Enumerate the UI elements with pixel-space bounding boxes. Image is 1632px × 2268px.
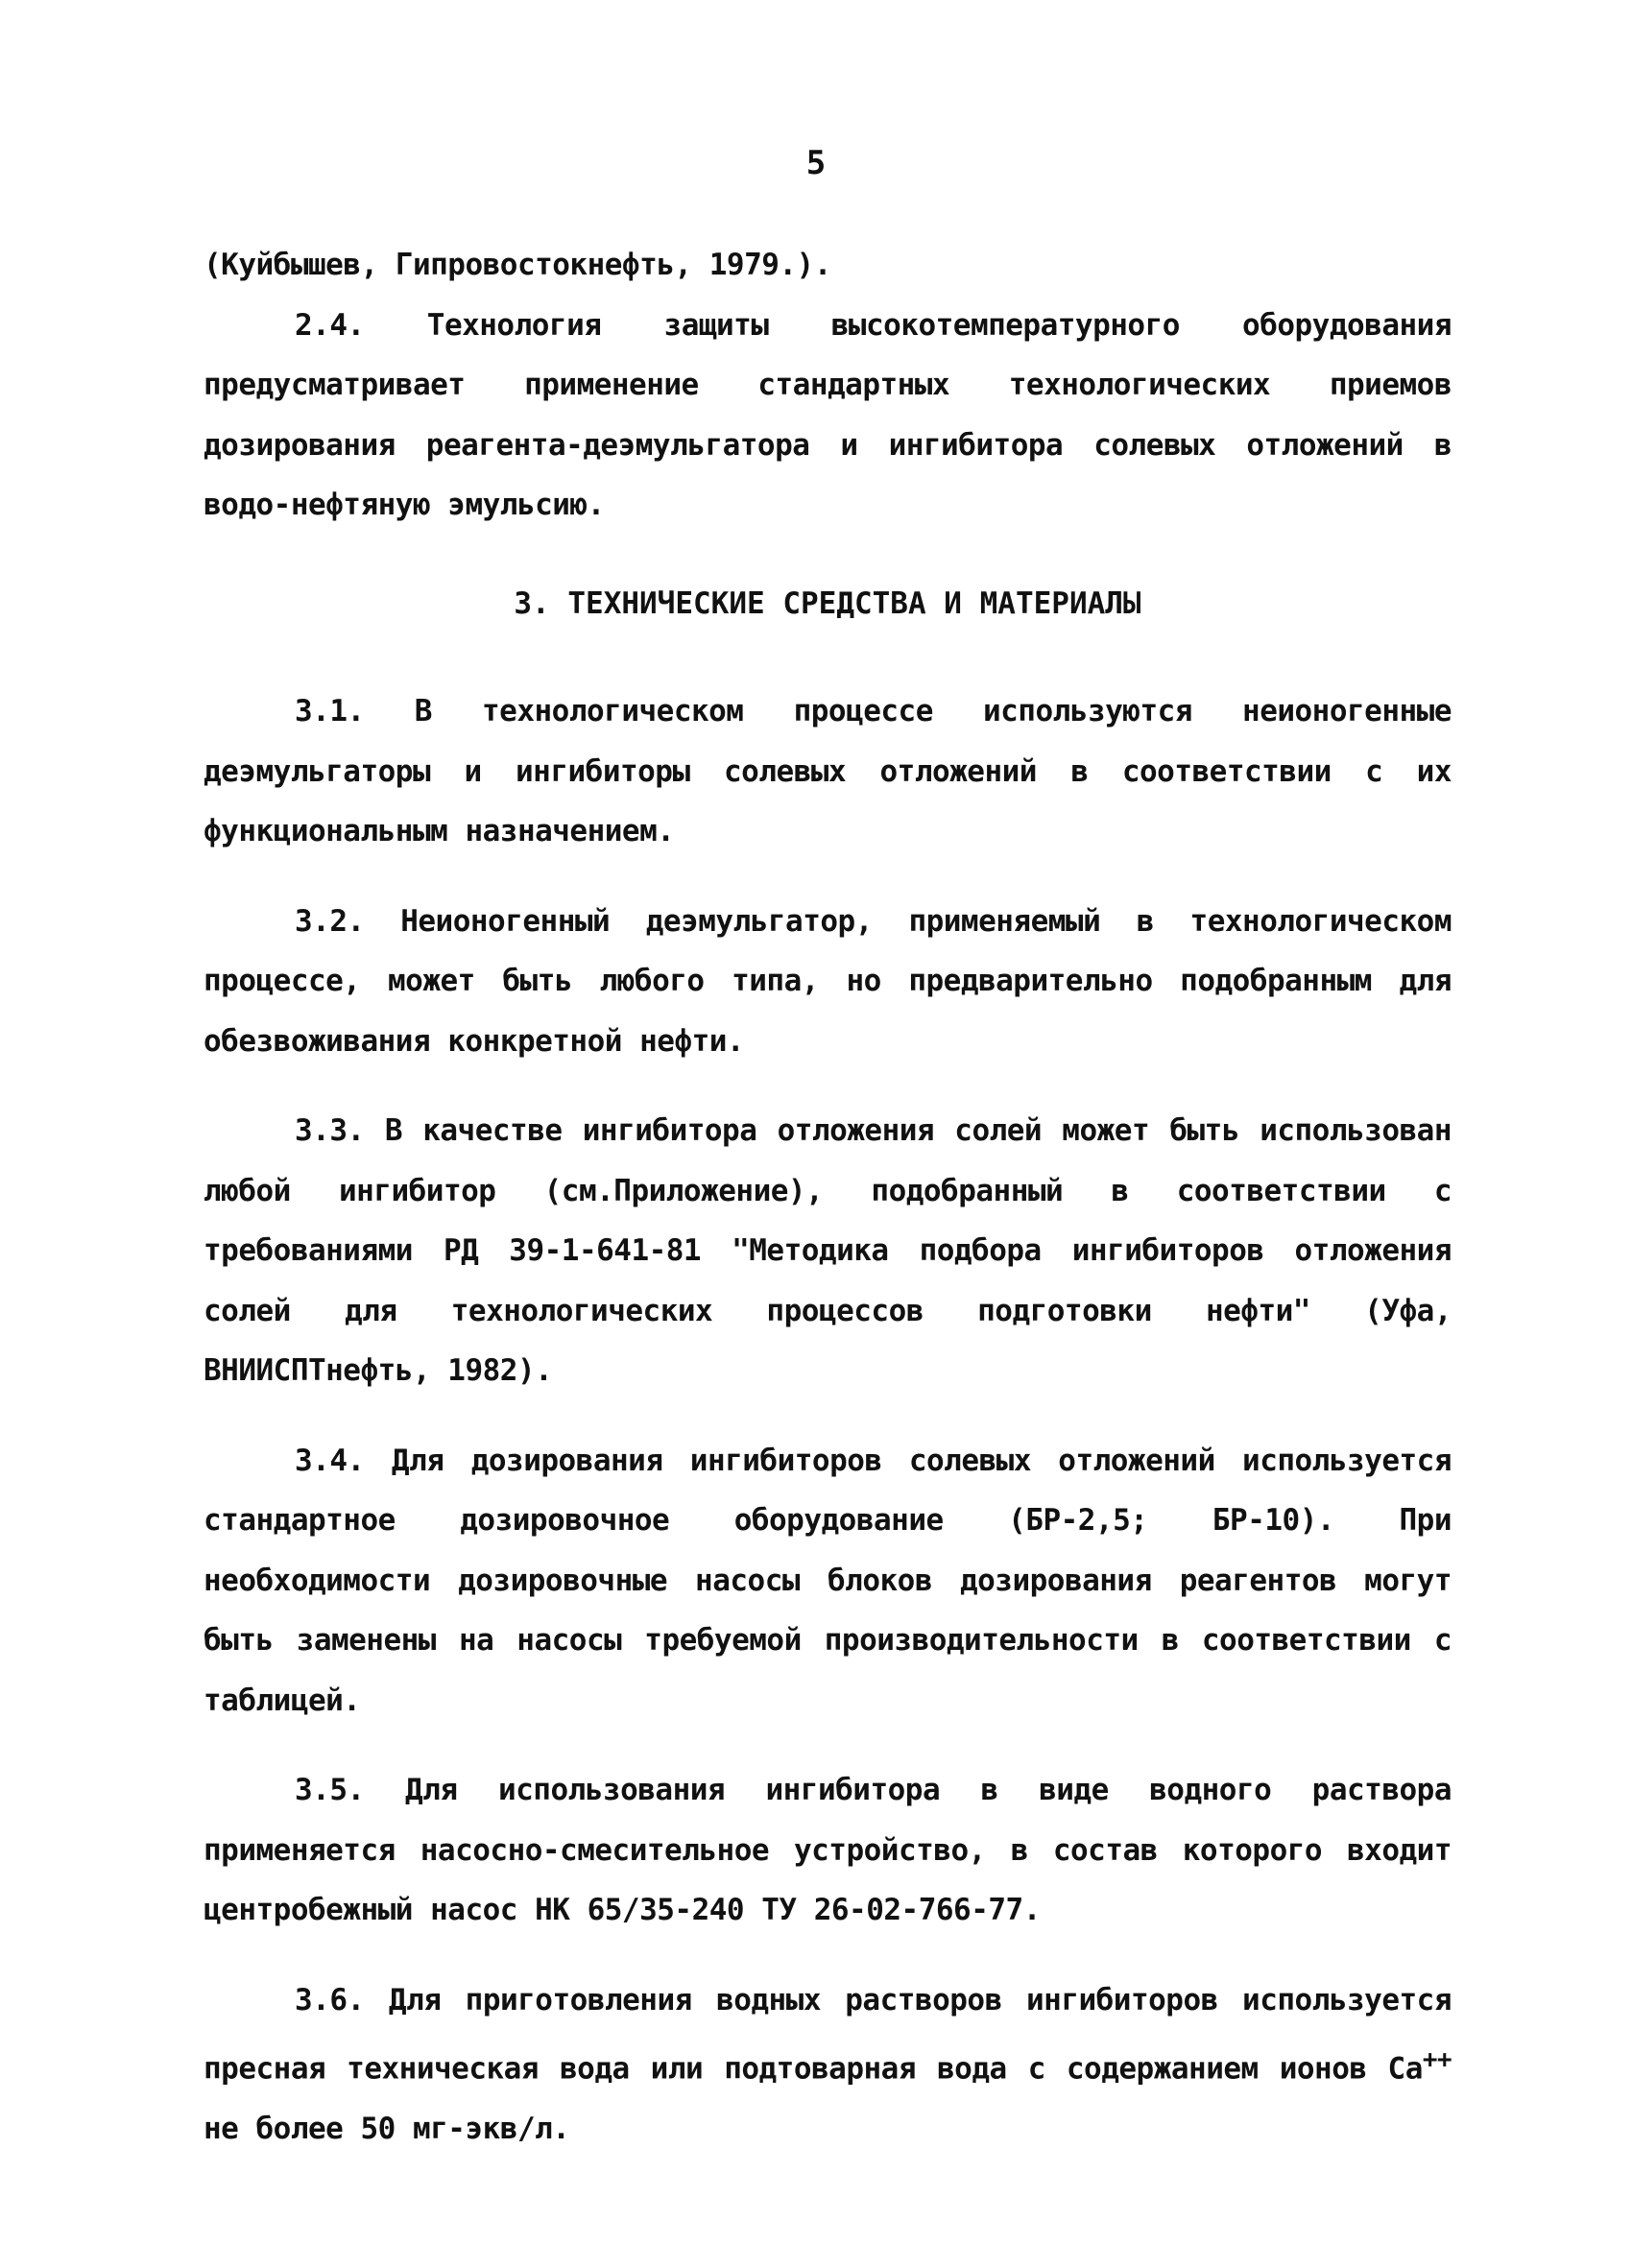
paragraph-2-4: 2.4. Технология защиты высокотемпературного оборудования предусматривает применение стандартных технологических приемов дозирования реагента-деэмульгатора и ингибитора солевых отложений в водо-нефтяную эмульсию. bbox=[204, 307, 1452, 522]
paragraph-3-2: 3.2. Неионогенный деэмульгатор, применяемый в технологическом процессе, может быть любого типа, но предварительно подобранным для обезвоживания конкретной нефти. bbox=[204, 903, 1452, 1059]
paragraph-3-4: 3.4. Для дозирования ингибиторов солевых отложений используется стандартное дозировочное оборудование (БР-2,5; БР-10). При необходимости дозировочные насосы блоков дозирования реагентов могут быть заменены на насосы требуемой производительности в соответствии с таблицей. bbox=[204, 1443, 1452, 1718]
paragraph-3-1: 3.1. В технологическом процессе используются неионогенные деэмульгаторы и ингибиторы солевых отложений в соответствии с их функциональным назначением. bbox=[204, 694, 1452, 848]
paragraph-3-6 bbox=[204, 1970, 1452, 2160]
paragraph-3-6-tail: не более 50 мг-экв/л. bbox=[204, 2111, 570, 2146]
paragraph-3-5: 3.5. Для использования ингибитора в виде водного раствора применяется насосно-смесительное устройство, в состав которого входит центробежный насос НК 65/35-240 ТУ 26-02-766-77. bbox=[204, 1773, 1452, 1927]
page-number: 5 bbox=[805, 144, 827, 182]
calcium-charge-superscript: ++ bbox=[1422, 2045, 1452, 2074]
paragraph-3-6-main: 3.6. Для приготовления водных растворов ингибиторов используется пресная техническая вода или подтоварная вода с содержанием ионов Ca bbox=[204, 1982, 1452, 2087]
section-3-heading: 3. ТЕХНИЧЕСКИЕ СРЕДСТВА И МАТЕРИАЛЫ bbox=[514, 585, 1141, 621]
continuation-text: (Куйбышев, Гипровостокнефть, 1979.). bbox=[204, 248, 831, 282]
document-body bbox=[204, 235, 1452, 2188]
paragraph-3-3: 3.3. В качестве ингибитора отложения солей может быть использован любой ингибитор (см.Приложение), подобранный в соответствии с требованиями РД 39-1-641-81 "Методика подбора ингибиторов отложения солей для технологических процессов подготовки нефти" (Уфа, ВНИИСПТнефть, 1982). bbox=[204, 1113, 1452, 1388]
